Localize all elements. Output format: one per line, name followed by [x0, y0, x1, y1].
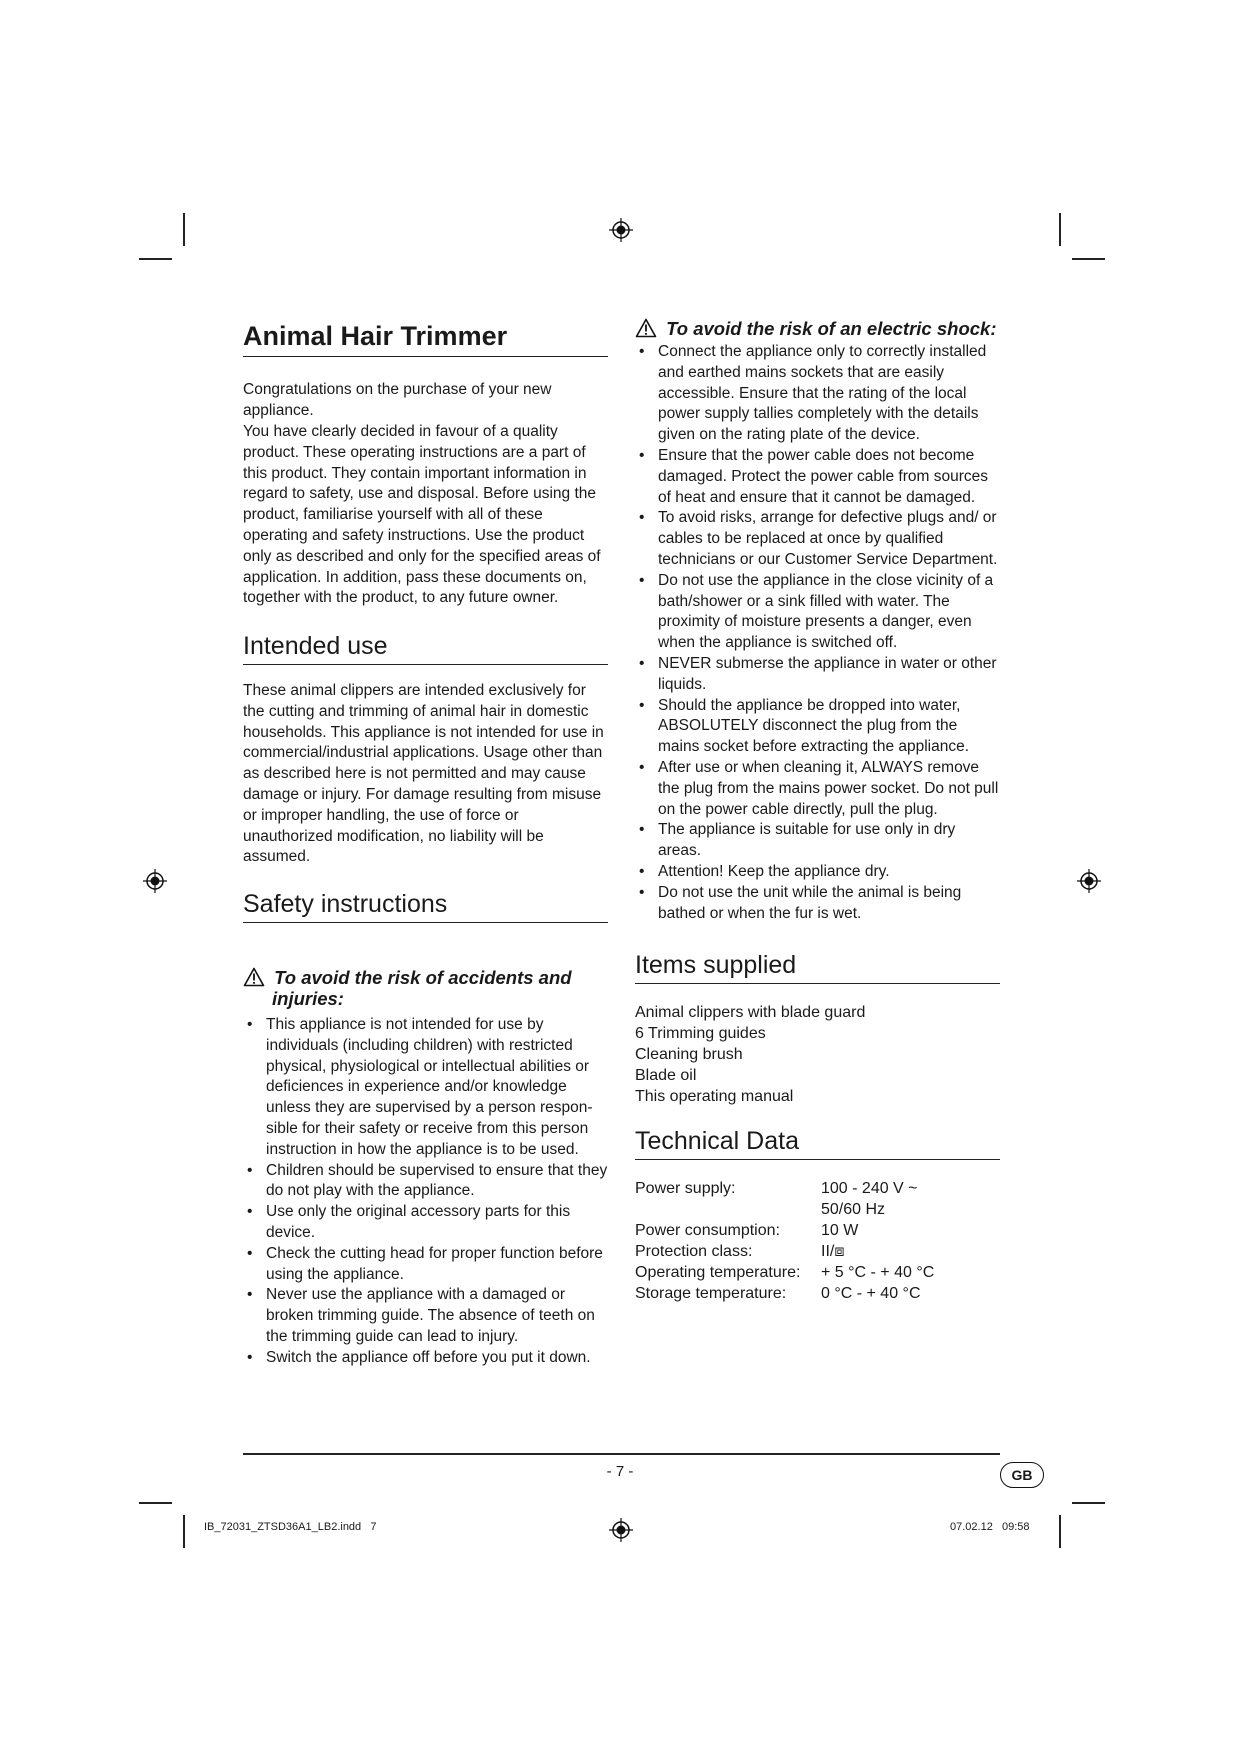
list-item: • Attention! Keep the appliance dry. — [635, 862, 1000, 883]
list-item: This operating manual — [635, 1088, 794, 1105]
tech-label — [635, 1199, 821, 1220]
tech-value: + 5 °C - + 40 °C — [821, 1264, 935, 1281]
crop-mark — [183, 213, 185, 246]
tech-label: Operating temperature: — [635, 1264, 801, 1281]
list-item: • Never use the appliance with a damaged or broken trimming guide. The absence of teeth on the trimming guide can lead to injury. — [243, 1285, 608, 1347]
safety-instructions-heading: Safety instructions — [243, 890, 608, 923]
technical-data-table — [635, 1178, 934, 1304]
technical-data-heading: Technical Data — [635, 1127, 1000, 1160]
list-item: Animal clippers with blade guard — [635, 1004, 866, 1021]
shock-warning-heading — [635, 318, 997, 339]
list-item: • Ensure that the power cable does not become damaged. Protect the power cable from sources of heat and ensure that it cannot be damaged. — [635, 446, 1000, 508]
list-item: Blade oil — [635, 1067, 697, 1084]
accidents-list — [243, 1015, 608, 1369]
tech-label: Power supply: — [635, 1180, 736, 1197]
list-item: • To avoid risks, arrange for defective plugs and/ or cables to be replaced at once by qualified technicians or our Customer Service Department. — [635, 508, 1000, 570]
registration-mark-icon — [609, 1518, 633, 1542]
accidents-warning-text: To avoid the risk of accidents and injuries: — [272, 967, 572, 1009]
tech-label: Storage temperature: — [635, 1285, 787, 1302]
list-item: • Check the cutting head for proper function before using the appliance. — [243, 1244, 608, 1286]
items-supplied-heading: Items supplied — [635, 951, 1000, 984]
list-item: Cleaning brush — [635, 1046, 743, 1063]
crop-mark — [1059, 1515, 1061, 1548]
shock-warning-text: To avoid the risk of an electric shock: — [666, 318, 997, 339]
table-row — [635, 1220, 934, 1241]
accidents-warning-heading — [243, 967, 608, 1009]
crop-mark — [139, 258, 172, 260]
list-item: • Do not use the unit while the animal is being bathed or when the fur is wet. — [635, 883, 1000, 925]
table-row — [635, 1262, 934, 1283]
list-item: • Children should be supervised to ensure that they do not play with the appliance. — [243, 1161, 608, 1203]
table-row — [635, 1241, 934, 1262]
shock-list — [635, 342, 1000, 924]
tech-value: 100 - 240 V ~ — [821, 1180, 918, 1197]
warning-triangle-icon — [635, 318, 662, 339]
intro-paragraph-1: Congratulations on the purchase of your new appliance. — [243, 381, 552, 419]
warning-triangle-icon — [243, 967, 270, 988]
list-item: • After use or when cleaning it, ALWAYS remove the plug from the mains power socket. Do not pull on the power cable directly, pull the plug. — [635, 758, 1000, 820]
file-slug: IB_72031_ZTSD36A1_LB2.indd 7 — [204, 1521, 377, 1533]
crop-mark — [183, 1515, 185, 1548]
list-item: • Do not use the appliance in the close vicinity of a bath/shower or a sink filled with water. The proximity of moisture presents a danger, even when the appliance is switched off. — [635, 571, 1000, 654]
list-item: • NEVER submerse the appliance in water or other liquids. — [635, 654, 1000, 696]
intro-paragraph-2: You have clearly decided in favour of a quality product. These operating instructions are a part of this product. They contain important information in regard to safety, use and disposal. Before using the product, familiarise yourself with all of these operating and safety instructions. Use the product only as described and only for the specified areas of application. In addition, pass these documents on, together with the product, to any future owner. — [243, 423, 601, 607]
tech-value: 0 °C - + 40 °C — [821, 1285, 921, 1302]
date-slug: 07.02.12 09:58 — [950, 1521, 1030, 1533]
registration-mark-icon — [143, 869, 167, 893]
list-item: • This appliance is not intended for use by individuals (including children) with restricted physical, physiological or intellectual abilities or deficiences in experience and/or knowledge unless they are supervised by a person respon-sible for their safety or receive from this person instruction in how the appliance is to be used. — [243, 1015, 608, 1161]
tech-value: II/⧈ — [821, 1243, 845, 1260]
table-row — [635, 1199, 934, 1220]
crop-mark — [1072, 258, 1105, 260]
list-item: • The appliance is suitable for use only in dry areas. — [635, 820, 1000, 862]
intended-use-heading: Intended use — [243, 632, 608, 665]
crop-mark — [1072, 1502, 1105, 1504]
tech-value: 10 W — [821, 1222, 859, 1239]
page-number: - 7 - — [606, 1463, 634, 1480]
tech-label: Protection class: — [635, 1243, 753, 1260]
footer-divider — [243, 1453, 1000, 1455]
list-item: • Connect the appliance only to correctly installed and earthed mains sockets that are easily accessible. Ensure that the rating of the local power supply tallies completely with the details given on the rating plate of the device. — [635, 342, 1000, 446]
intended-use-text: These animal clippers are intended exclusively for the cutting and trimming of animal hair in domestic households. This appliance is not intended for use in commercial/industrial applications. Usage other than as described here is not permitted and may cause damage or injury. For damage resulting from misuse or improper handling, the use of force or unauthorized modification, no liability will be assumed. — [243, 682, 604, 866]
crop-mark — [139, 1502, 172, 1504]
items-supplied-list — [635, 1002, 865, 1107]
tech-label: Power consumption: — [635, 1222, 780, 1239]
list-item: • Should the appliance be dropped into water, ABSOLUTELY disconnect the plug from the mains socket before extracting the appliance. — [635, 696, 1000, 758]
tech-value: 50/60 Hz — [821, 1201, 886, 1218]
list-item: • Use only the original accessory parts for this device. — [243, 1202, 608, 1244]
table-row — [635, 1178, 934, 1199]
page-title: Animal Hair Trimmer — [243, 321, 608, 357]
table-row — [635, 1283, 934, 1304]
language-badge: GB — [1000, 1462, 1044, 1488]
crop-mark — [1059, 213, 1061, 246]
list-item: • Switch the appliance off before you put it down. — [243, 1348, 608, 1369]
registration-mark-icon — [1077, 869, 1101, 893]
list-item: 6 Trimming guides — [635, 1025, 766, 1042]
registration-mark-icon — [609, 218, 633, 242]
